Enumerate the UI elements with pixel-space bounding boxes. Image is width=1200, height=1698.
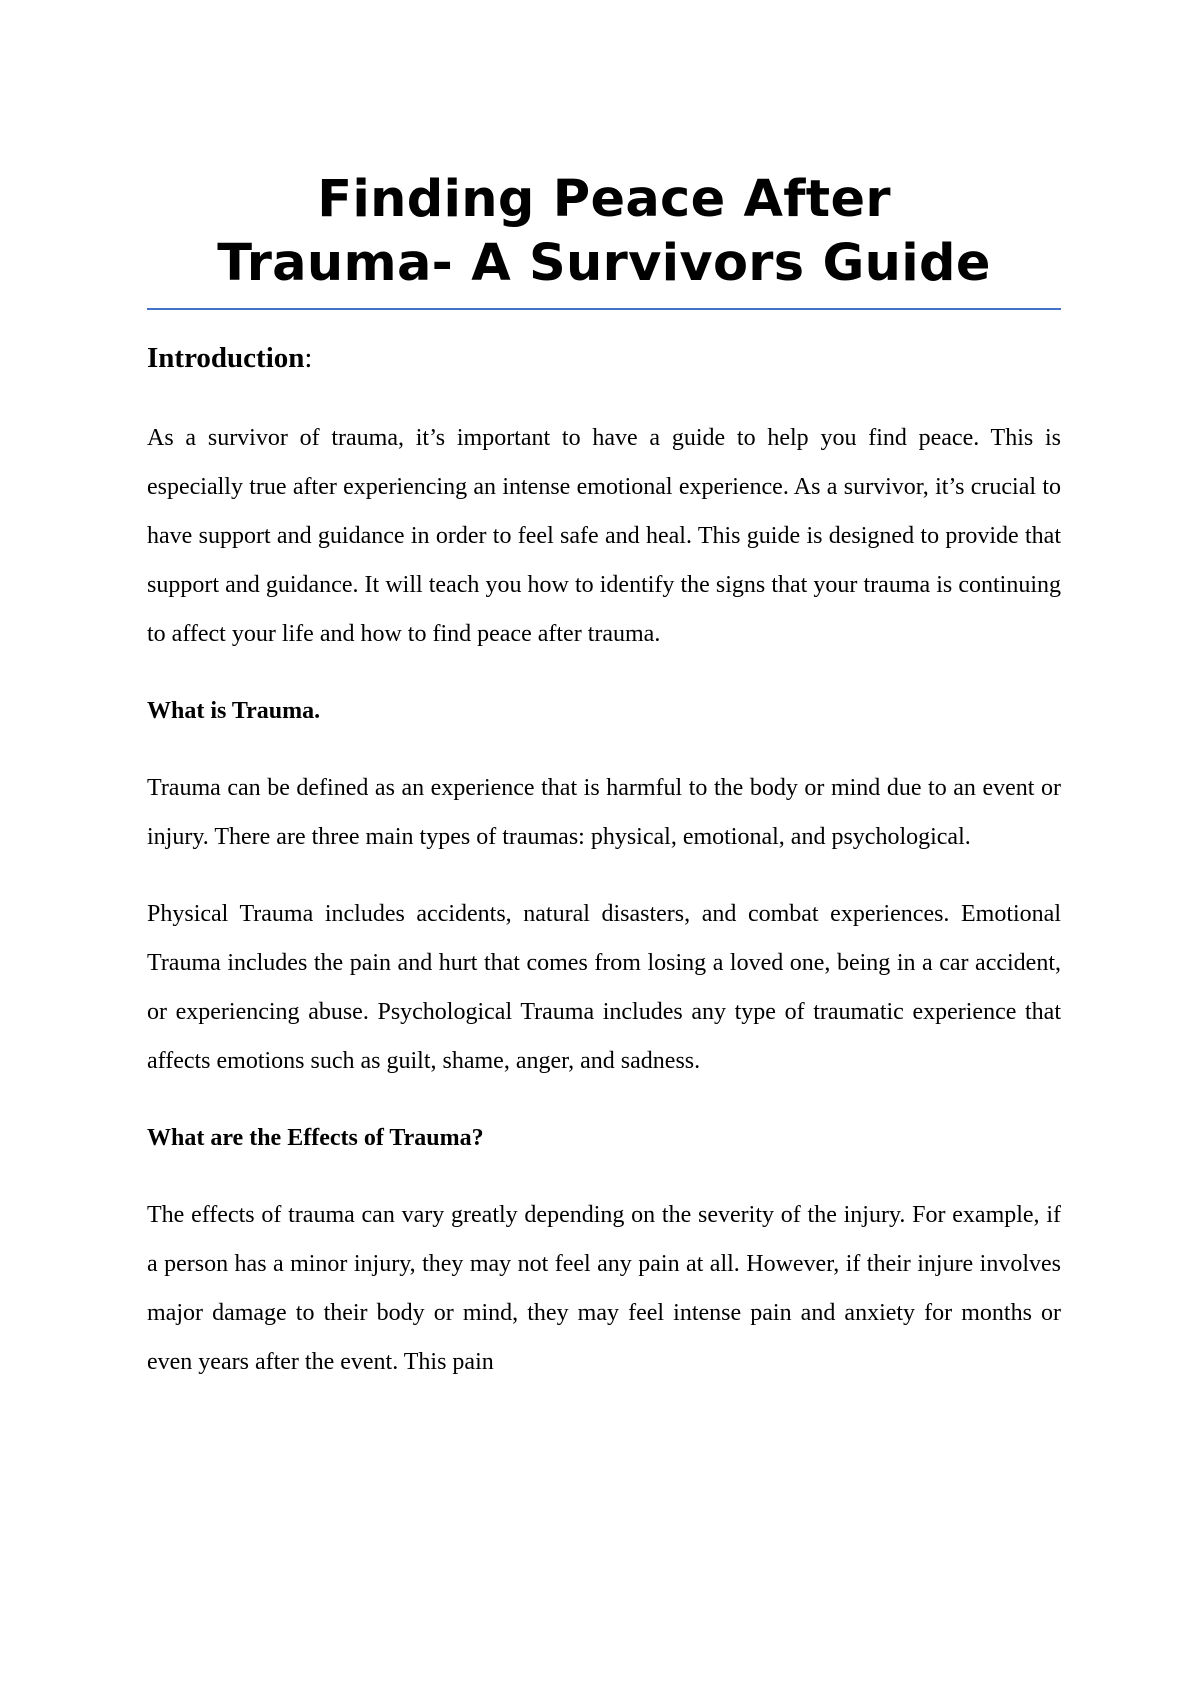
trauma-definition-paragraph: Trauma can be defined as an experience that is harmful to the body or mind due to an event or injury. There are three main types of traumas: physical, emotional, and psychological. — [147, 775, 1061, 850]
section-heading-effects-of-trauma: What are the Effects of Trauma? — [147, 1125, 484, 1151]
intro-paragraph: As a survivor of trauma, it’s important to have a guide to help you find peace. This is especially true after experiencing an intense emotional experience. As a survivor, it’s crucial to have support and guidance in order to feel safe and heal. This guide is designed to provide that support and guidance. It will teach you how to identify the signs that your trauma is continuing to affect your life and how to find peace after trauma. — [147, 425, 1061, 647]
intro-heading-text: Introduction — [147, 342, 305, 374]
title-underline-rule — [147, 308, 1061, 310]
title-line-1: Finding Peace After — [317, 170, 891, 229]
section-heading-what-is-trauma: What is Trauma. — [147, 698, 321, 724]
intro-heading-colon: : — [304, 342, 313, 374]
intro-heading — [147, 338, 1061, 378]
document-title — [147, 168, 1061, 296]
effects-paragraph: The effects of trauma can vary greatly depending on the severity of the injury. For example, if a person has a minor injury, they may not feel any pain at all. However, if their injure involves major damage to their body or mind, they may feel intense pain and anxiety for months or even years after the event. This pain — [147, 1202, 1061, 1375]
trauma-types-paragraph: Physical Trauma includes accidents, natural disasters, and combat experiences. Emotional Trauma includes the pain and hurt that comes from losing a loved one, being in a car accident, or experiencing abuse. Psychological Trauma includes any type of traumatic experience that affects emotions such as guilt, shame, anger, and sadness. — [147, 901, 1061, 1074]
document-page — [147, 168, 1061, 1387]
title-line-2: Trauma- A Survivors Guide — [217, 234, 991, 293]
